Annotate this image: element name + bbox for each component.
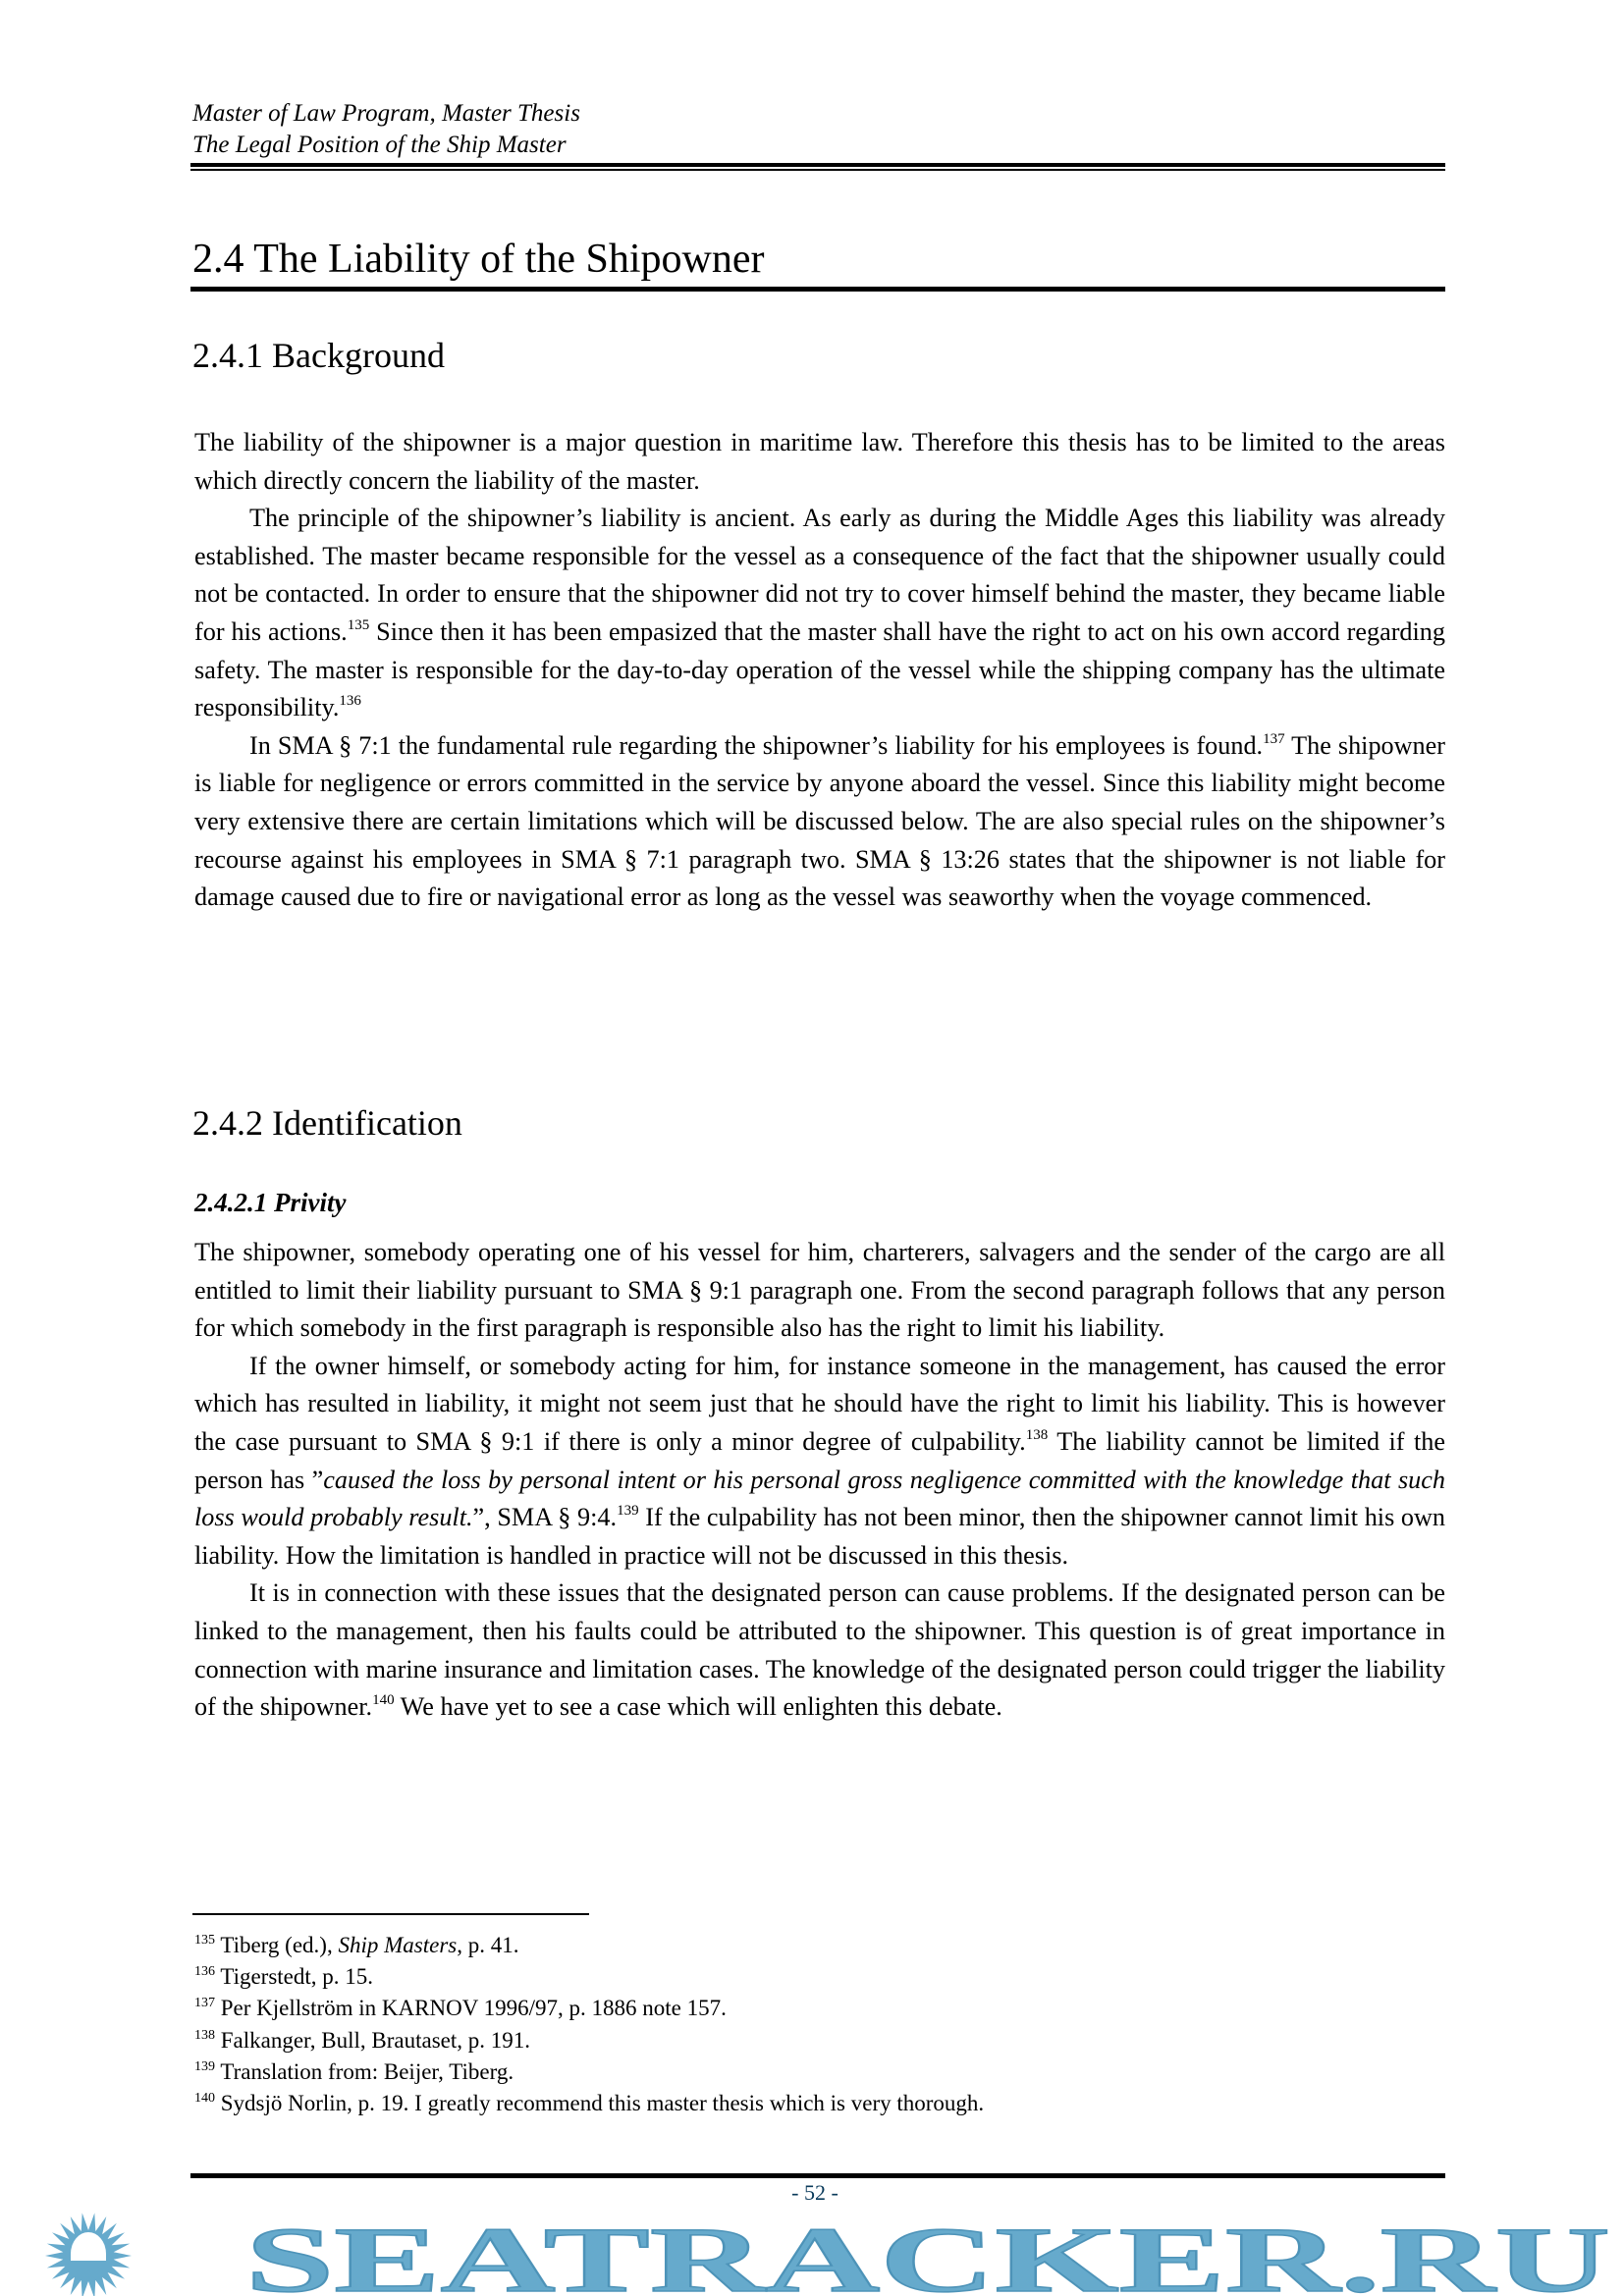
section-title: 2.4 The Liability of the Shipowner xyxy=(192,237,765,282)
footnote: $^{138}$ Falkanger, Bull, Brautaset, p. 191. xyxy=(194,2027,531,2053)
watermark-logo xyxy=(0,2209,1623,2296)
sunburst-icon xyxy=(45,2213,132,2296)
paragraph: If the owner himself, or somebody acting for him, for instance someone in the management, has caused the error which has resulted in liability, it might not seem just that he should have the right to limit his liability. This is however the case pursuant to SMA § 9:1 if there is only a minor degree of culpability.$^{138}$ The liability cannot be limited if the person has ”caused the loss by personal intent or his personal gross negligence committed with the knowledge that such loss would probably result.”, SMA § 9:4.$^{139}$ If the culpability has not been minor, then the shipowner cannot limit his own liability. How the limitation is handled in practice will not be discussed in this thesis. xyxy=(194,1351,1446,1570)
footnote: $^{139}$ Translation from: Beijer, Tiberg. xyxy=(194,2058,514,2084)
header-rule xyxy=(190,163,1445,171)
paragraph: The shipowner, somebody operating one of his vessel for him, charterers, salvagers and the sender of the cargo are all entitled to limit their liability pursuant to SMA § 9:1 paragraph one. From the second paragraph follows that any person for which somebody in the first paragraph is responsible also has the right to limit his liability. xyxy=(194,1238,1445,1343)
footnote-ref[interactable]: 136 xyxy=(339,693,361,710)
background-body xyxy=(194,424,1445,917)
privity-body xyxy=(194,1234,1445,1727)
footnote-ref[interactable]: 140 xyxy=(372,1692,395,1709)
heading-background: 2.4.1 Background xyxy=(192,336,445,375)
footnote-ref[interactable]: 137 xyxy=(1263,730,1285,747)
running-header xyxy=(192,98,580,161)
footnote-ref[interactable]: 139 xyxy=(617,1503,639,1520)
paragraph: It is in connection with these issues that the designated person can cause problems. If the designated person can be linked to the management, then his faults could be attributed to the shipowner. This question is of great importance in connection with marine insurance and limitation cases. The knowledge of the designated person could trigger the liability of the shipowner.$^{140}$ We have yet to see a case which will enlighten this debate. xyxy=(194,1578,1445,1722)
page-number: - 52 - xyxy=(791,2180,839,2205)
footnote: $^{136}$ Tigerstedt, p. 15. xyxy=(194,1964,374,1990)
header-line-1: Master of Law Program, Master Thesis xyxy=(192,100,580,127)
footnotes xyxy=(194,1930,984,2119)
footnote: $^{135}$ Tiberg (ed.), Ship Masters, p. 41. xyxy=(194,1933,519,1957)
footnote-rule xyxy=(192,1913,589,1915)
paragraph: In SMA § 7:1 the fundamental rule regarding the shipowner’s liability for his employees is found.$^{137}$ The shipowner is liable for negligence or errors committed in the service by anyone aboard the vessel. Since this liability might become very extensive there are certain limitations which will be discussed below. The are also special rules on the shipowner’s recourse against his employees in SMA § 7:1 paragraph two. SMA § 13:26 states that the shipowner is not liable for damage caused due to fire or navigational error as long as the vessel was seaworthy when the voyage commenced. xyxy=(194,730,1445,912)
watermark-text: SEATRACKER.RU xyxy=(245,2209,1610,2296)
paragraph: The liability of the shipowner is a major question in maritime law. Therefore this thesis has to be limited to the areas which directly concern the liability of the master. xyxy=(194,428,1445,495)
footer-rule xyxy=(190,2173,1445,2178)
footnote: $^{137}$ Per Kjellström in KARNOV 1996/97, p. 1886 note 157. xyxy=(194,1996,727,2021)
heading-identification: 2.4.2 Identification xyxy=(192,1103,462,1143)
title-rule xyxy=(190,287,1445,292)
header-line-2: The Legal Position of the Ship Master xyxy=(192,132,567,158)
footnote-ref[interactable]: 135 xyxy=(347,616,370,633)
footnote: $^{140}$ Sydsjö Norlin, p. 19. I greatly recommend this master thesis which is very thorough. xyxy=(194,2091,985,2116)
heading-privity: 2.4.2.1 Privity xyxy=(194,1188,347,1217)
quote: caused the loss by personal intent or his personal gross negligence committed with the knowledge that such loss would probably result. xyxy=(194,1465,1445,1532)
footnote-ref[interactable]: 138 xyxy=(1025,1426,1049,1443)
paragraph: The principle of the shipowner’s liability is ancient. As early as during the Middle Ages this liability was already established. The master became responsible for the vessel as a consequence of the fact that the shipowner usually could not be contacted. In order to ensure that the shipowner did not try to cover himself behind the master, they became liable for his actions.$^{135}$ Since then it has been empasized that the master shall have the right to act on his own accord regarding safety. The master is responsible for the day-to-day operation of the vessel while the shipping company has the ultimate responsibility.$^{136}$ xyxy=(194,504,1445,722)
